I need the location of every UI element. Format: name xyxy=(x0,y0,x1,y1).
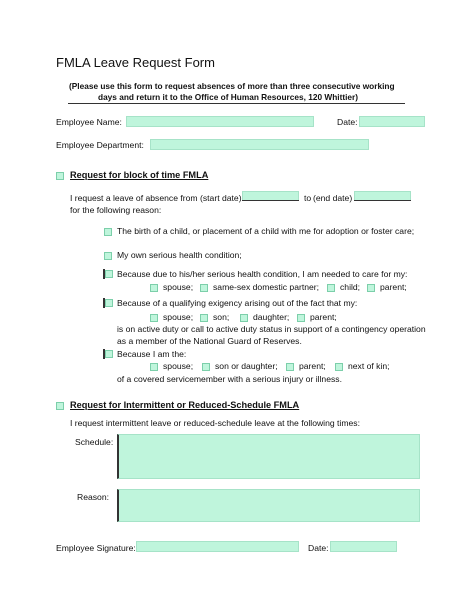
end-date-label: (end date) xyxy=(313,193,353,203)
care-child-label: child; xyxy=(340,282,361,292)
sm-spouse-checkbox[interactable] xyxy=(150,363,158,371)
reason-label: Reason: xyxy=(77,492,110,502)
exigency-spouse-label: spouse; xyxy=(163,312,194,322)
header-divider xyxy=(68,103,405,104)
exigency-line-2: is on active duty or call to active duty status in support of a contingency operation xyxy=(117,324,426,334)
exigency-son-checkbox[interactable] xyxy=(200,314,208,322)
start-date-underline xyxy=(242,200,299,201)
family-care-checkbox[interactable] xyxy=(105,270,113,278)
servicemember-reason-text: Because I am the: xyxy=(117,349,187,359)
employee-department-label: Employee Department: xyxy=(56,140,144,150)
care-spouse-checkbox[interactable] xyxy=(150,284,158,292)
birth-reason-text: The birth of a child, or placement of a child with me for adoption or foster care; xyxy=(117,226,415,236)
intermittent-intro: I request intermittent leave or reduced-schedule leave at the following times: xyxy=(70,418,360,428)
exigency-parent-label: parent; xyxy=(310,312,337,322)
care-parent-label: parent; xyxy=(380,282,407,292)
intermittent-fmla-checkbox[interactable] xyxy=(56,402,64,410)
date-field[interactable] xyxy=(359,116,425,127)
reason-textarea[interactable] xyxy=(117,489,420,522)
exigency-son-label: son; xyxy=(213,312,230,322)
exigency-daughter-label: daughter; xyxy=(253,312,290,322)
date-label: Date: xyxy=(337,117,358,127)
employee-name-field[interactable] xyxy=(126,116,314,127)
care-spouse-label: spouse; xyxy=(163,282,194,292)
instruction-line-1: (Please use this form to request absences of more than three consecutive working xyxy=(69,81,395,91)
reason-intro: for the following reason: xyxy=(70,205,162,215)
schedule-textarea[interactable] xyxy=(117,434,420,479)
birth-checkbox[interactable] xyxy=(104,228,112,236)
servicemember-checkbox[interactable] xyxy=(105,350,113,358)
sm-spouse-label: spouse; xyxy=(163,361,194,371)
employee-signature-label: Employee Signature: xyxy=(56,543,136,553)
employee-department-field[interactable] xyxy=(150,139,369,150)
start-date-label: (start date) xyxy=(200,193,242,203)
to-label: to xyxy=(304,193,312,203)
exigency-reason-text: Because of a qualifying exigency arising out of the fact that my: xyxy=(117,298,358,308)
exigency-parent-checkbox[interactable] xyxy=(297,314,305,322)
care-child-checkbox[interactable] xyxy=(327,284,335,292)
family-care-reason-text: Because due to his/her serious health condition, I am needed to care for my: xyxy=(117,269,408,279)
exigency-spouse-checkbox[interactable] xyxy=(150,314,158,322)
own-health-checkbox[interactable] xyxy=(104,252,112,260)
employee-name-label: Employee Name: xyxy=(56,117,122,127)
sm-parent-checkbox[interactable] xyxy=(286,363,294,371)
exigency-line-3: as a member of the National Guard of Reserves. xyxy=(117,336,302,346)
signature-date-label: Date: xyxy=(308,543,329,553)
sm-next-of-kin-label: next of kin; xyxy=(348,361,390,371)
exigency-daughter-checkbox[interactable] xyxy=(240,314,248,322)
intermittent-fmla-heading: Request for Intermittent or Reduced-Schedule FMLA xyxy=(70,400,300,410)
signature-date-field[interactable] xyxy=(330,541,397,552)
sm-next-of-kin-checkbox[interactable] xyxy=(335,363,343,371)
leave-request-text: I request a leave of absence from xyxy=(70,193,198,203)
block-fmla-checkbox[interactable] xyxy=(56,172,64,180)
employee-signature-field[interactable] xyxy=(136,541,299,552)
instruction-line-2: days and return it to the Office of Human Resources, 120 Whittier) xyxy=(98,92,359,102)
servicemember-line-2: of a covered servicemember with a serious injury or illness. xyxy=(117,374,342,384)
form-title: FMLA Leave Request Form xyxy=(56,55,215,70)
end-date-underline xyxy=(354,200,411,201)
sm-son-daughter-label: son or daughter; xyxy=(215,361,278,371)
exigency-checkbox[interactable] xyxy=(105,299,113,307)
block-fmla-heading: Request for block of time FMLA xyxy=(70,170,209,180)
care-partner-checkbox[interactable] xyxy=(200,284,208,292)
care-parent-checkbox[interactable] xyxy=(367,284,375,292)
own-health-reason-text: My own serious health condition; xyxy=(117,250,242,260)
care-partner-label: same-sex domestic partner; xyxy=(213,282,320,292)
sm-son-daughter-checkbox[interactable] xyxy=(202,363,210,371)
schedule-label: Schedule: xyxy=(75,437,114,447)
sm-parent-label: parent; xyxy=(299,361,326,371)
